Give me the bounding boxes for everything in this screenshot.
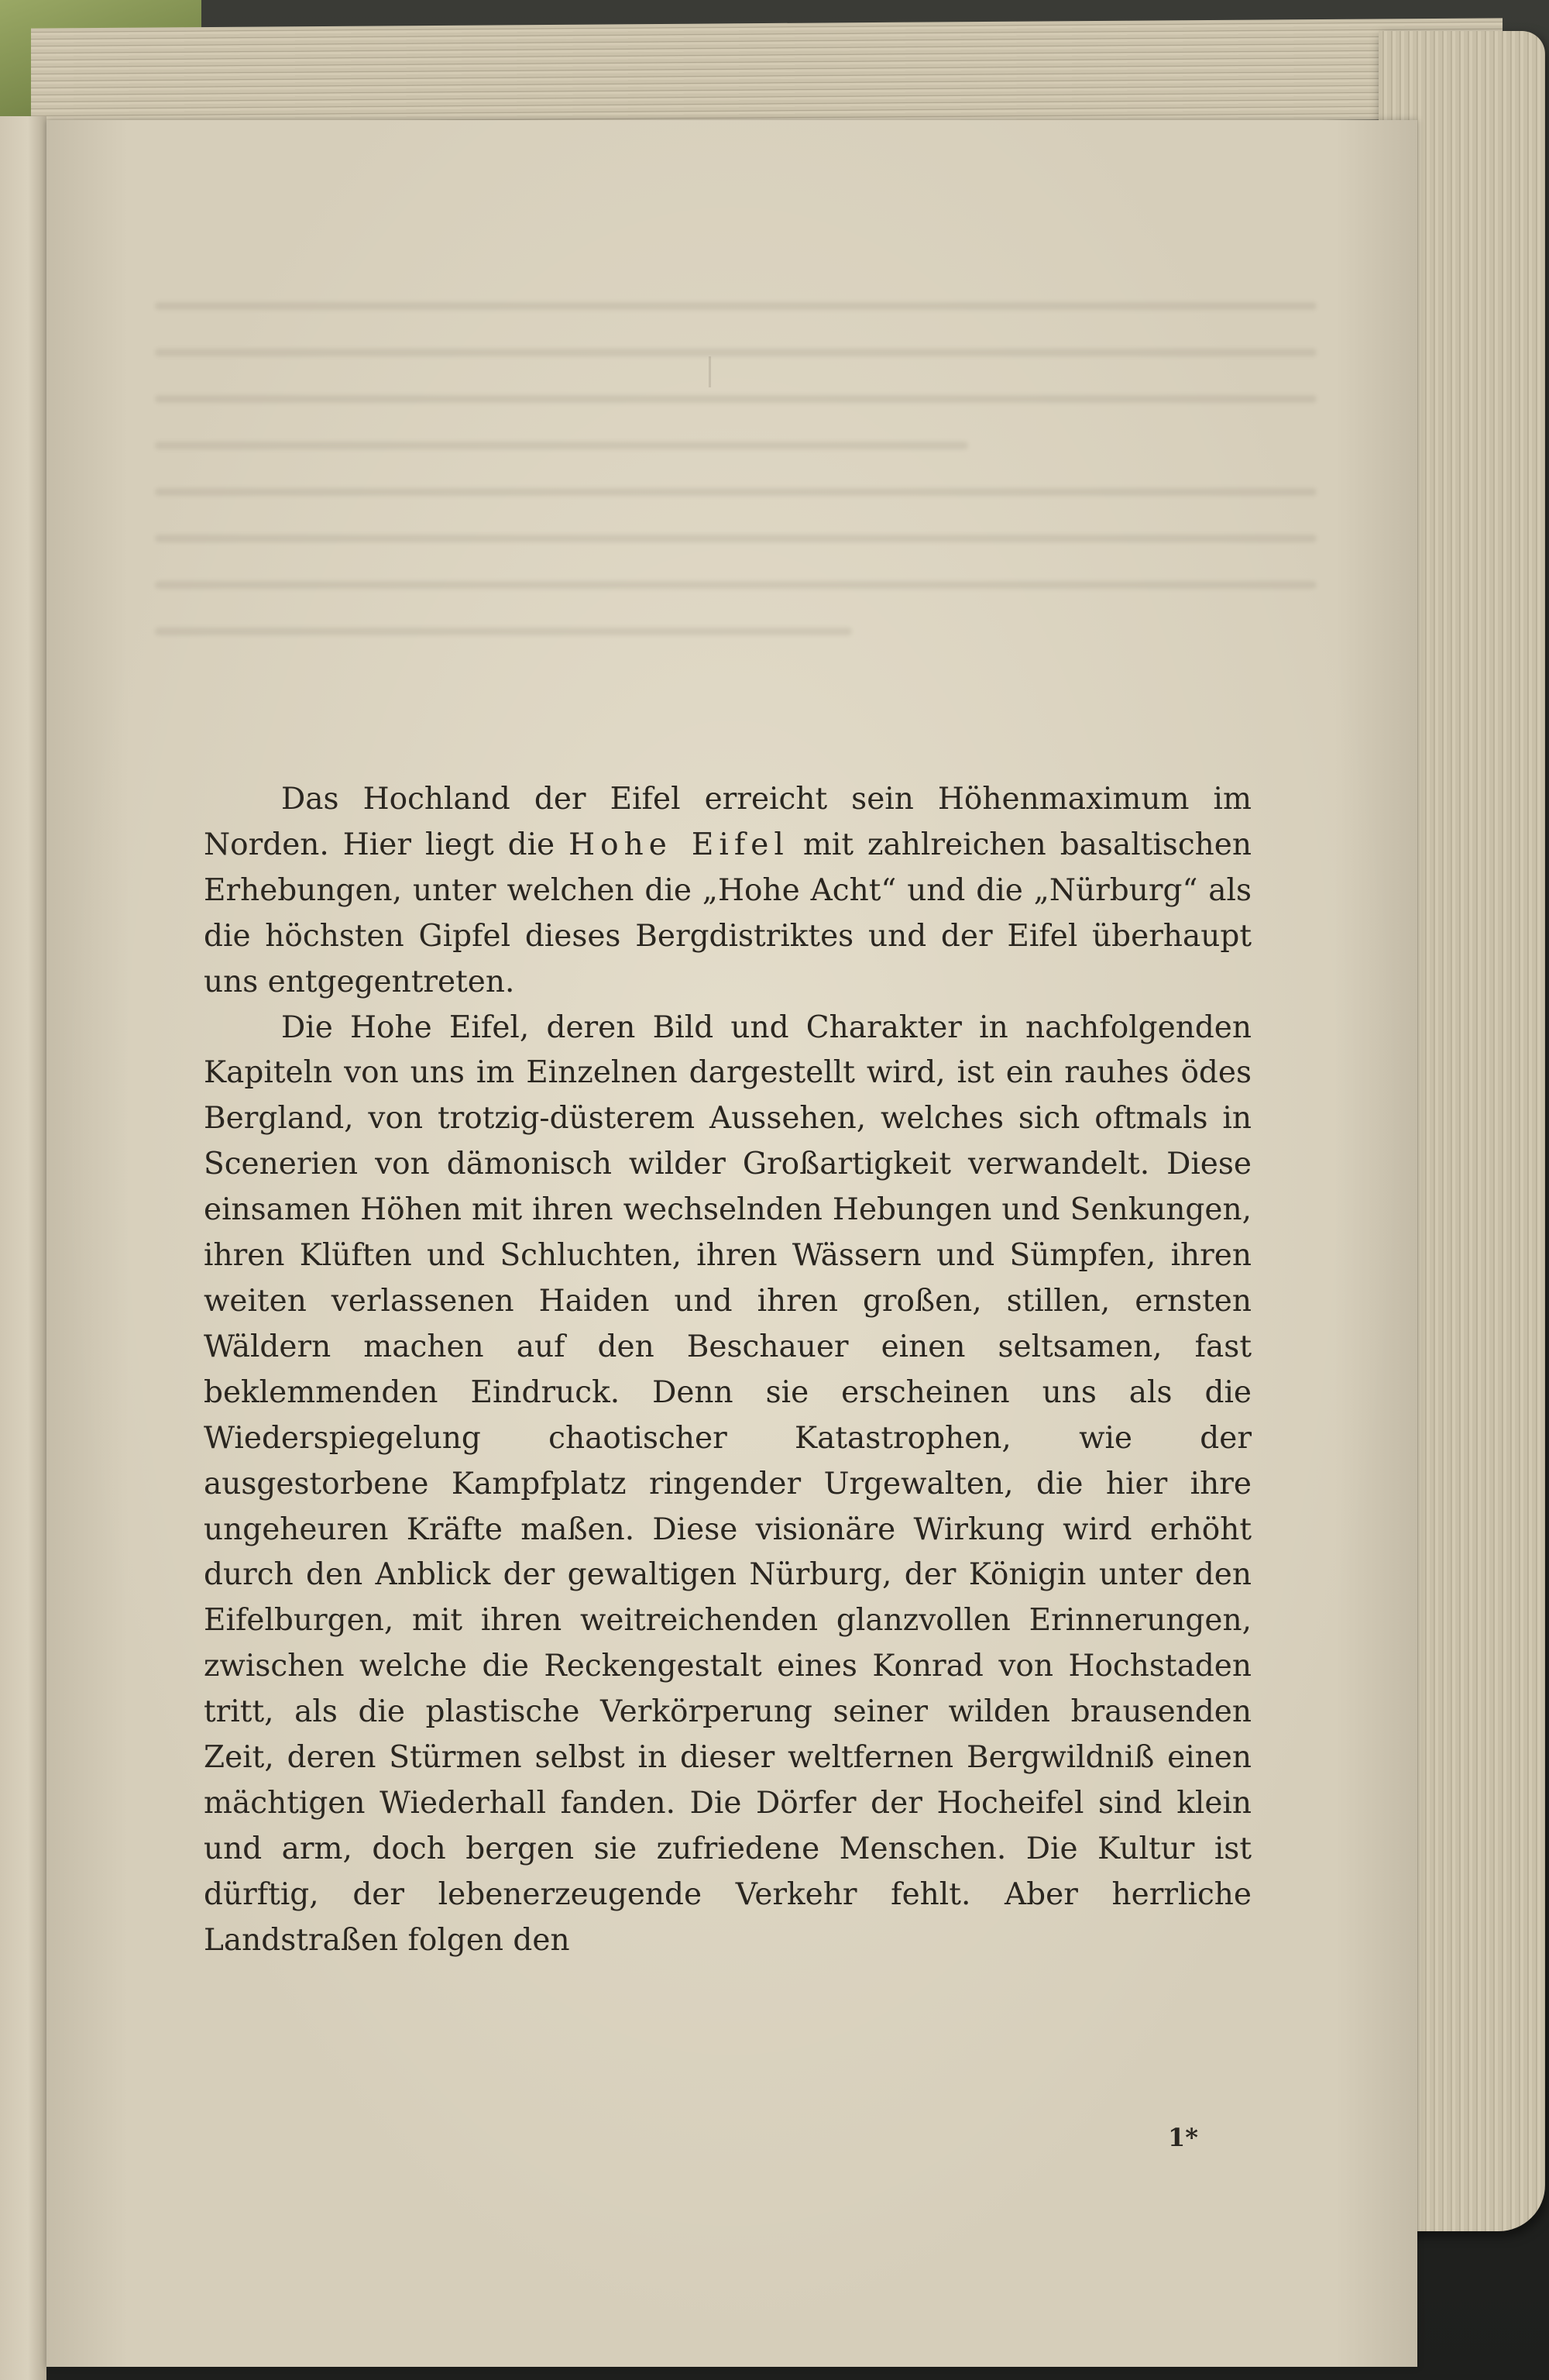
paragraph: Die Hohe Eifel, deren Bild und Charakter in nachfolgenden Kapiteln von uns im Einzelnen dargestellt wird, ist ein rauhes ödes Bergland, von trotzig-düsterem Aussehen, welches sich oftmals in Scenerien von dämonisch wilder Großartigkeit verwandelt. Diese einsamen Höhen mit ihren wechselnden Hebungen und Senkungen, ihren Klüften und Schluchten, ihren Wässern und Sümpfen, ihren weiten verlassenen Haiden und ihren großen, stillen, ernsten Wäldern machen auf den Beschauer einen seltsamen, fast beklemmenden Eindruck. Denn sie erscheinen uns als die Wiederspiegelung chaotischer Katastrophen, wie der ausgestorbene Kampfplatz ringender Urgewalten, die hier ihre ungeheuren Kräfte maßen. Diese visionäre Wirkung wird erhöht durch den Anblick der gewaltigen Nürburg, der Königin unter den Eifelburgen, mit ihren weitreichenden glanzvollen Erinnerungen, zwischen welche die Reckengestalt eines Konrad von Hochstaden tritt, als die plastische Verkörperung seiner wilden brausenden Zeit, deren Stürmen selbst in dieser weltfernen Bergwildniß einen mächtigen Wiederhall fanden. Die Dörfer der Hocheifel sind klein und arm, doch bergen sie zufriedene Menschen. Die Kultur ist dürftig, der lebenerzeugende Verkehr fehlt. Aber herrliche Landstraßen folgen den xyxy=(204,1009,1252,1958)
emphasized-term: Hohe Eifel xyxy=(568,827,789,862)
page-edges-top xyxy=(31,18,1503,129)
bleed-through xyxy=(155,302,1317,767)
signature-mark: 1* xyxy=(1168,2123,1198,2152)
paragraph-text: Das Hochland der Eifel erreicht sein Höhenmaximum im Norden. Hier liegt die xyxy=(204,782,1252,862)
paragraph xyxy=(204,777,1252,1006)
body-text xyxy=(204,777,1252,1964)
facing-page-edge xyxy=(0,116,46,2380)
paragraph-text: mit zahlreichen basaltischen Erhebungen, unter welchen die „Hohe Acht“ und die „Nürburg“ als die höchsten Gipfel dieses Bergdistriktes und der Eifel überhaupt uns entgegentreten. xyxy=(204,827,1252,999)
